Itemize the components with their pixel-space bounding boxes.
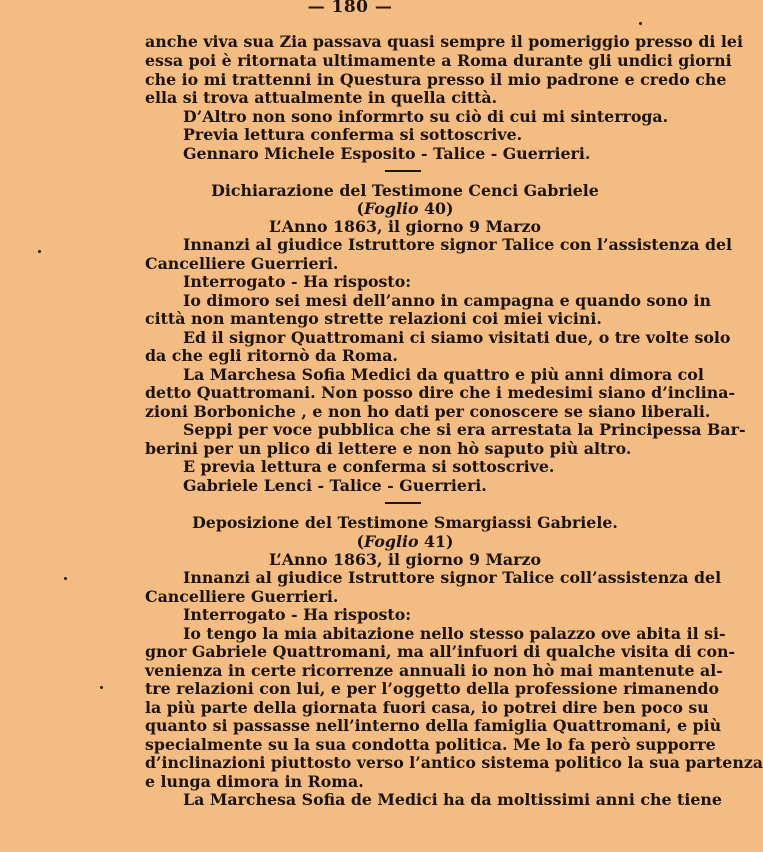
text-line: essa poi è ritornata ultimamente a Roma durante gli undici giorni xyxy=(145,51,732,70)
text-line: Ed il signor Quattromani ci siamo visitati due, o tre volte solo xyxy=(183,328,731,347)
text-line: La Marchesa Sofia de Medici ha da moltissimi anni che tiene xyxy=(183,790,722,809)
scan-speck xyxy=(38,250,41,253)
text-line: E previa lettura e conferma si sottoscrive. xyxy=(183,457,555,476)
text-line: Cancelliere Guerrieri. xyxy=(145,254,339,273)
text-line: che io mi trattenni in Questura presso il mio padrone e credo che xyxy=(145,70,727,89)
section-divider xyxy=(385,170,421,172)
page-number: — 180 — xyxy=(307,0,393,17)
text-line: Innanzi al giudice Istruttore signor Talice coll’assistenza del xyxy=(183,568,722,587)
text-line: La Marchesa Sofia Medici da quattro e più anni dimora col xyxy=(183,365,704,384)
text-line: detto Quattromani. Non posso dire che i medesimi siano d’inclina- xyxy=(145,383,736,402)
scan-speck xyxy=(639,22,642,25)
text-line: Previa lettura conferma si sottoscrive. xyxy=(183,125,523,144)
text-line: tre relazioni con lui, e per l’oggetto della professione rimanendo xyxy=(145,679,719,698)
text-line: ella si trova attualmente in quella città. xyxy=(145,88,498,107)
text-line: venienza in certe ricorrenze annuali io non hò mai mantenute al- xyxy=(145,661,723,680)
date-line: L’Anno 1863, il giorno 9 Marzo xyxy=(268,217,542,236)
text-line: anche viva sua Zia passava quasi sempre il pomeriggio presso di lei xyxy=(145,32,743,51)
text-line: la più parte della giornata fuori casa, io potrei dire ben poco su xyxy=(145,698,709,717)
text-line: Interrogato - Ha risposto: xyxy=(183,605,412,624)
signature-line: Gennaro Michele Esposito - Talice - Guerrieri. xyxy=(183,144,591,163)
text-line: Interrogato - Ha risposto: xyxy=(183,272,412,291)
text-line: Cancelliere Guerrieri. xyxy=(145,587,339,606)
text-line: berini per un plico di lettere e non hò saputo più altro. xyxy=(145,439,632,458)
text-line: da che egli ritornò da Roma. xyxy=(145,346,398,365)
text-line: zioni Borboniche , e non ho dati per conoscere se siano liberali. xyxy=(145,402,711,421)
section-divider xyxy=(385,502,421,504)
scan-speck xyxy=(100,686,103,689)
text-line: specialmente su la sua condotta politica. Me lo fa però supporre xyxy=(145,735,716,754)
text-line: Seppi per voce pubblica che si era arrestata la Principessa Bar- xyxy=(183,420,746,439)
text-line: città non mantengo strette relazioni coi miei vicini. xyxy=(145,309,602,328)
text-line: gnor Gabriele Quattromani, ma all’infuori di qualche visita di con- xyxy=(145,642,736,661)
text-line: D’Altro non sono informrto su ciò di cui mi sinterroga. xyxy=(183,107,669,126)
section-heading: Dichiarazione del Testimone Cenci Gabriele xyxy=(211,181,599,200)
scan-speck xyxy=(64,577,67,580)
date-line: L’Anno 1863, il giorno 9 Marzo xyxy=(268,550,542,569)
folio-reference: (Foglio 41) xyxy=(356,532,454,551)
text-line: e lunga dimora in Roma. xyxy=(145,772,364,791)
text-line: d’inclinazioni piuttosto verso l’antico sistema politico la sua partenza xyxy=(145,753,763,772)
section-heading: Deposizione del Testimone Smargiassi Gabriele. xyxy=(192,513,618,532)
folio-reference: (Foglio 40) xyxy=(356,199,454,218)
text-line: quanto si passasse nell’interno della famiglia Quattromani, e più xyxy=(145,716,722,735)
text-line: Innanzi al giudice Istruttore signor Talice con l’assistenza del xyxy=(183,235,733,254)
signature-line: Gabriele Lenci - Talice - Guerrieri. xyxy=(183,476,487,495)
text-line: Io dimoro sei mesi dell’anno in campagna e quando sono in xyxy=(183,291,711,310)
text-line: Io tengo la mia abitazione nello stesso palazzo ove abita il si- xyxy=(183,624,726,643)
